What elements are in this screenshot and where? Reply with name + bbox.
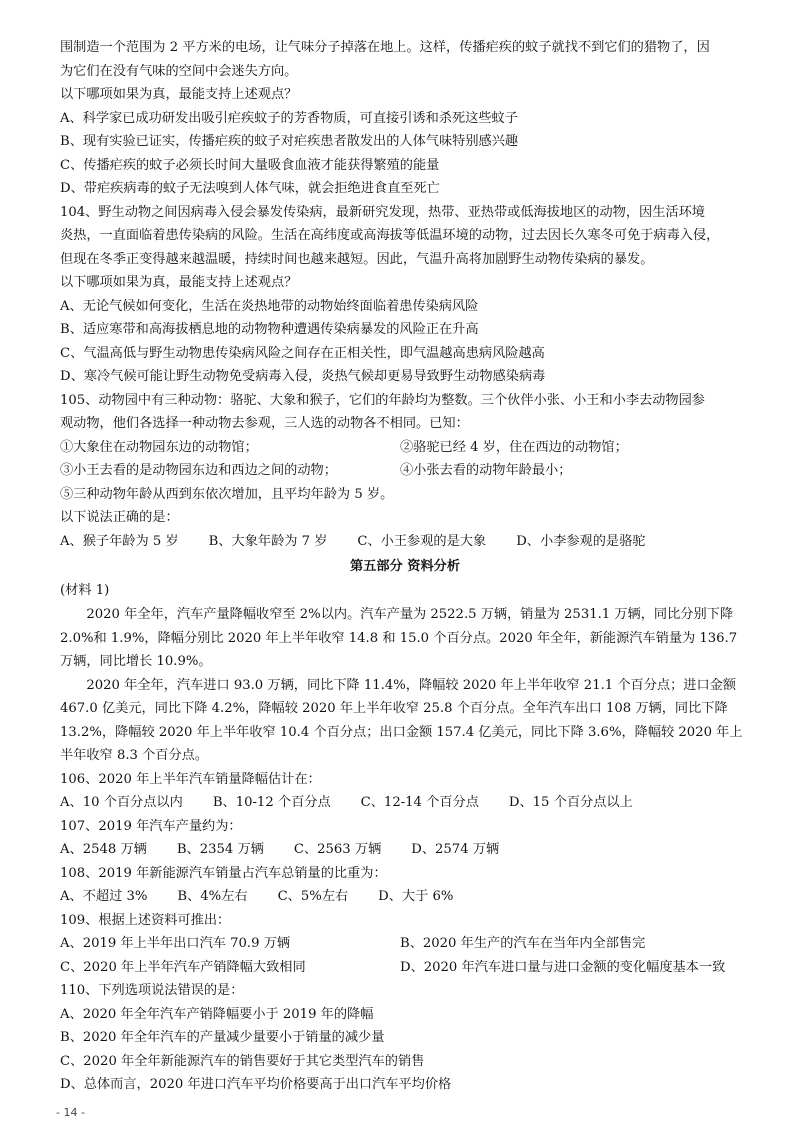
option-b: B、2020 年全年汽车的产量减少量要小于销量的减少量	[60, 1030, 385, 1045]
question-105	[60, 389, 750, 554]
option-a: A、无论气候如何变化，生活在炎热地带的动物始终面临着患传染病风险	[60, 298, 479, 314]
option-b: B、2020 年生产的汽车在当年内全部售完	[400, 936, 646, 951]
question-stem: 观动物，他们各选择一种动物去参观，三人选的动物各不相同。已知：	[60, 416, 469, 431]
option-a: A、2020 年全年汽车产销降幅要小于 2019 年的降幅	[60, 1006, 374, 1022]
option-c: C、小王参观的是大象	[357, 533, 487, 549]
question-prompt: 以下哪项如果为真，最能支持上述观点？	[60, 275, 298, 290]
condition-3: ③小王去看的是动物园东边和西边之间的动物；	[60, 463, 337, 478]
option-c: C、传播疟疾的蚊子必须长时间大量吸食血液才能获得繁殖的能量	[60, 157, 440, 173]
options-row	[60, 885, 750, 909]
section-title: 第五部分 资料分析	[349, 559, 461, 574]
option-a: A、2019 年上半年出口汽车 70.9 万辆	[60, 936, 291, 951]
condition-4: ④小张去看的动物年龄最小；	[400, 463, 572, 478]
question-stem: 107、2019 年汽车产量约为：	[60, 818, 242, 834]
options-row	[60, 838, 750, 862]
option-c: C、5%左右	[277, 889, 349, 904]
option-a: A、2548 万辆	[60, 842, 147, 857]
question-stem: 105、动物园中有三种动物：骆驼、大象和猴子，它们的年龄均为整数。三个伙伴小张、小王和小李去动物园参	[60, 392, 705, 408]
question-stem: 110、下列选项说法错误的是：	[60, 983, 244, 998]
material-paragraph-2: 2020 年全年，汽车进口 93.0 万辆，同比下降 11.4%，降幅较 2020 年上半年收窄 21.1 个百分点；进口金额 467.0 亿美元，同比下降 4.2%，降幅较 2020 年上半年收窄 25.8 个百分点。全年汽车出口 108 万辆，同比下降 13.2%，降幅较 2020 年上半年收窄 10.4 个百分点；出口金额 157.4 亿美元，同比下降 3.6%，降幅较 2020 年上半年收窄 8.3 个百分点。	[60, 677, 743, 763]
question-stem: 104、野生动物之间因病毒入侵会暴发传染病，最新研究发现，热带、亚热带或低海拔地区的动物，因生活环境	[60, 204, 705, 220]
question-stem: 108、2019 年新能源汽车销量占汽车总销量的比重为：	[60, 865, 387, 881]
option-c: C、2020 年全年新能源汽车的销售要好于其它类型汽车的销售	[60, 1053, 425, 1069]
stem-continuation: 围制造一个范围为 2 平方米的电场，让气味分子掉落在地上。这样，传播疟疾的蚊子就找不到它们的猎物了，因	[60, 40, 710, 55]
question-108	[60, 862, 750, 909]
option-a: A、科学家已成功研发出吸引疟疾蚊子的芳香物质，可直接引诱和杀死这些蚊子	[60, 110, 518, 126]
option-b: B、适应寒带和高海拔栖息地的动物物种遭遇传染病暴发的风险正在升高	[60, 322, 479, 337]
option-d: D、2020 年汽车进口量与进口金额的变化幅度基本一致	[400, 959, 726, 975]
condition-2: ②骆驼已经 4 岁，住在西边的动物馆；	[400, 439, 628, 455]
question-stem: 109、根据上述资料可推出：	[60, 912, 231, 928]
option-b: B、现有实验已证实，传播疟疾的蚊子对疟疾患者散发出的人体气味特别感兴趣	[60, 134, 519, 149]
options-row	[60, 791, 750, 815]
question-106	[60, 768, 750, 815]
option-b: B、10-12 个百分点	[212, 795, 331, 810]
question-prompt: 以下说法正确的是：	[60, 510, 179, 525]
question-stem: 炎热，一直面临着患传染病的风险。生活在高纬度或高海拔等低温环境的动物，过去因长久寒冬可免于病毒入侵，	[60, 228, 720, 243]
condition-5: ⑤三种动物年龄从西到东依次增加，且平均年龄为 5 岁。	[60, 486, 394, 502]
option-d: D、2574 万辆	[411, 842, 500, 857]
option-d: D、小李参观的是骆驼	[516, 533, 646, 549]
option-b: B、2354 万辆	[176, 842, 264, 857]
exam-page	[60, 36, 750, 1097]
question-prompt: 以下哪项如果为真，最能支持上述观点？	[60, 87, 298, 102]
condition-row	[60, 459, 750, 483]
condition-1: ①大象住在动物园东边的动物馆；	[60, 439, 258, 455]
option-d: D、寒冷气候可能让野生动物免受病毒入侵，炎热气候却更易导致野生动物感染病毒	[60, 369, 546, 384]
option-c: C、气温高低与野生动物患传染病风险之间存在正相关性，即气温越高患病风险越高	[60, 345, 545, 361]
material-paragraph-1: 2020 年全年，汽车产量降幅收窄至 2%以内。汽车产量为 2522.5 万辆，销量为 2531.1 万辆，同比分别下降 2.0%和 1.9%，降幅分别比 2020 年上半年收窄 14.8 和 15.0 个百分点。2020 年全年，新能源汽车销量为 136.7 万辆，同比增长 10.9%。	[60, 607, 738, 669]
option-a: A、猴子年龄为 5 岁	[60, 533, 179, 549]
material-label: (材料 1)	[60, 583, 110, 598]
option-b: B、4%左右	[177, 889, 248, 904]
stem-continuation: 为它们在没有气味的空间中会迷失方向。	[60, 63, 298, 79]
option-d: D、大于 6%	[378, 889, 454, 904]
question-107	[60, 815, 750, 862]
question-103	[60, 36, 750, 201]
option-a: A、10 个百分点以内	[60, 795, 183, 810]
option-b: B、大象年龄为 7 岁	[208, 533, 328, 549]
question-110	[60, 979, 750, 1097]
condition-row	[60, 436, 750, 460]
option-d: D、带疟疾病毒的蚊子无法嗅到人体气味，就会拒绝进食直至死亡	[60, 181, 440, 196]
option-c: C、12-14 个百分点	[360, 795, 479, 810]
option-d: D、15 个百分点以上	[508, 795, 633, 810]
options-row	[60, 530, 750, 554]
page-number: - 14 -	[56, 1106, 85, 1119]
option-c: C、2563 万辆	[293, 842, 382, 857]
option-a: A、不超过 3%	[60, 889, 148, 904]
question-stem: 但现在冬季正变得越来越温暖，持续时间也越来越短。因此，气温升高将加剧野生动物传染病的暴发。	[60, 251, 654, 267]
option-c: C、2020 年上半年汽车产销降幅大致相同	[60, 959, 306, 975]
option-d: D、总体而言，2020 年进口汽车平均价格要高于出口汽车平均价格	[60, 1077, 452, 1092]
options-row	[60, 956, 750, 980]
question-stem: 106、2020 年上半年汽车销量降幅估计在：	[60, 771, 321, 787]
options-row	[60, 932, 750, 956]
question-104	[60, 201, 750, 389]
question-109	[60, 909, 750, 980]
